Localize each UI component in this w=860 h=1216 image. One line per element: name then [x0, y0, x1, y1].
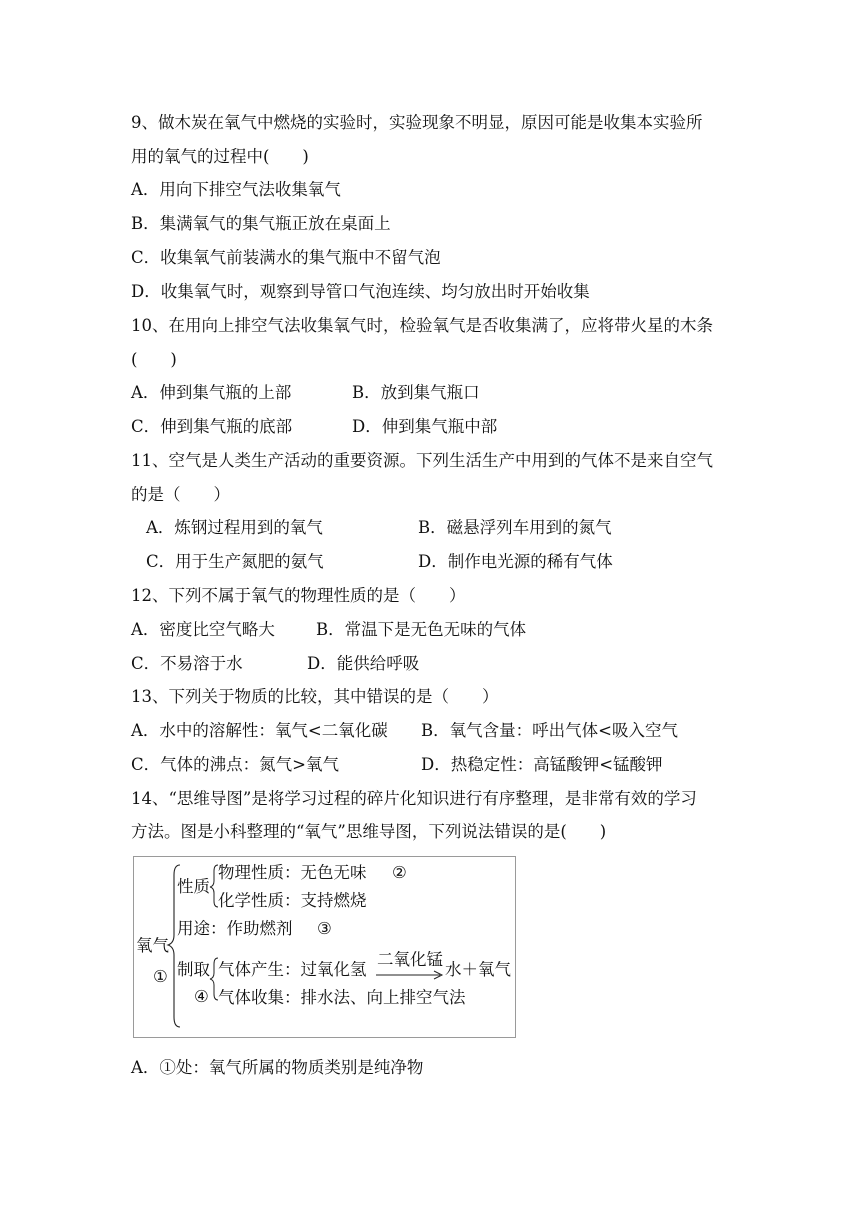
q12-option-b: B．常温下是无色无味的气体: [316, 620, 527, 639]
mind-map-physical: 物理性质：无色无味: [218, 863, 367, 882]
q14-option-a: A．①处：氧气所属的物质类别是纯净物: [131, 1058, 424, 1077]
q10-option-a: A．伸到集气瓶的上部: [131, 383, 292, 402]
q11-stem-line1: 11、空气是人类生产活动的重要资源。下列生活生产中用到的气体不是来自空气: [131, 451, 713, 470]
q12-stem: 12、下列不属于氧气的物理性质的是（ ）: [131, 586, 466, 605]
q9-stem-line2: 用的氧气的过程中( ): [131, 147, 309, 166]
q9-option-b: B．集满氧气的集气瓶正放在桌面上: [131, 214, 391, 233]
q11-option-b: B．磁悬浮列车用到的氮气: [418, 518, 612, 537]
q13-option-c: C．气体的沸点：氮气>氧气: [131, 755, 339, 774]
mind-map-collection: 气体收集：排水法、向上排空气法: [218, 988, 466, 1007]
q9-option-a: A．用向下排空气法收集氧气: [131, 180, 341, 199]
q10-stem-line2: ( ): [131, 350, 177, 369]
q9-option-d: D．收集氧气时，观察到导管口气泡连续、均匀放出时开始收集: [131, 282, 590, 301]
mind-map-mark-3: ③: [317, 919, 332, 938]
q11-stem-line2: 的是（ ）: [131, 485, 230, 504]
q13-option-b: B．氧气含量：呼出气体<吸入空气: [421, 721, 678, 740]
mind-map-mark-2: ②: [392, 863, 407, 882]
q11-option-d: D．制作电光源的稀有气体: [418, 552, 613, 571]
q12-option-c: C．不易溶于水: [131, 654, 243, 673]
q9-stem-line1: 9、做木炭在氧气中燃烧的实验时，实验现象不明显，原因可能是收集本实验所: [131, 113, 703, 132]
mind-map-mark-1: ①: [153, 967, 168, 986]
q13-option-d: D．热稳定性：高锰酸钾<锰酸钾: [421, 755, 663, 774]
mind-map-use: 用途：作助燃剂: [177, 919, 293, 938]
mind-map-catalyst: 二氧化锰: [377, 950, 443, 969]
q12-option-d: D．能供给呼吸: [307, 654, 420, 673]
mind-map-xingzhi: 性质: [177, 877, 210, 896]
mind-map-production: 气体产生：过氧化氢: [218, 960, 367, 979]
q10-option-d: D．伸到集气瓶中部: [352, 417, 498, 436]
mind-map-zhiqu: 制取: [177, 960, 210, 979]
q13-option-a: A．水中的溶解性：氧气<二氧化碳: [131, 721, 388, 740]
mind-map-mark-4: ④: [194, 987, 209, 1006]
q10-option-b: B．放到集气瓶口: [352, 383, 480, 402]
q10-option-c: C．伸到集气瓶的底部: [131, 417, 293, 436]
q9-option-c: C．收集氧气前装满水的集气瓶中不留气泡: [131, 248, 441, 267]
q11-option-c: C．用于生产氮肥的氨气: [146, 552, 324, 571]
q11-option-a: A．炼钢过程用到的氧气: [146, 518, 323, 537]
mind-map-root: 氧气: [136, 936, 169, 955]
mind-map-chemical: 化学性质：支持燃烧: [218, 891, 367, 910]
mind-map-products: 水＋氧气: [445, 960, 511, 979]
q13-stem: 13、下列关于物质的比较，其中错误的是（ ）: [131, 687, 499, 706]
q14-stem-line2: 方法。图是小科整理的“氧气”思维导图，下列说法错误的是( ): [131, 822, 607, 841]
q12-option-a: A．密度比空气略大: [131, 620, 275, 639]
q10-stem-line1: 10、在用向上排空气法收集氧气时，检验氧气是否收集满了，应将带火星的木条: [131, 316, 713, 335]
q14-stem-line1: 14、“思维导图”是将学习过程的碎片化知识进行有序整理，是非常有效的学习: [131, 789, 697, 808]
oxygen-mind-map: [133, 856, 516, 1038]
